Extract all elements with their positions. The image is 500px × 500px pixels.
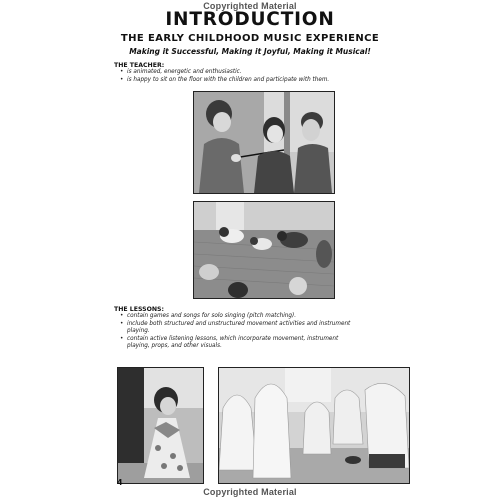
page-tagline: Making it Successful, Making it Joyful, Making it Musical!: [129, 47, 371, 56]
teacher-bullet: • is animated, energetic and enthusiastic.: [120, 69, 400, 77]
page-number: 4: [117, 478, 123, 487]
copyright-notice-top: Copyrighted Material: [203, 1, 297, 11]
teacher-bullet: • is happy to sit on the floor with the children and participate with them.: [120, 77, 400, 85]
lessons-bullet: • include both structured and unstructured movement activities and instrument playing.: [120, 321, 356, 336]
page-title: INTRODUCTION: [165, 9, 335, 30]
girl-dancing-photo: [117, 367, 204, 484]
lessons-bullet-list: [120, 313, 356, 351]
page-subtitle: THE EARLY CHILDHOOD MUSIC EXPERIENCE: [120, 33, 380, 44]
floor-play-photo: [193, 201, 335, 299]
teacher-pointer-photo: [193, 91, 335, 194]
teacher-bullet-list: [120, 69, 400, 84]
lessons-bullet: • contain active listening lessons, which incorporate movement, instrument playing, props, and other visuals.: [120, 336, 356, 351]
lessons-bullet: • contain games and songs for solo singing (pitch matching).: [120, 313, 356, 321]
copyright-notice-bottom: Copyrighted Material: [203, 487, 297, 497]
teacher-heading: THE TEACHER:: [114, 62, 165, 69]
scarves-photo: [218, 367, 410, 484]
lessons-heading: THE LESSONS:: [114, 306, 164, 313]
